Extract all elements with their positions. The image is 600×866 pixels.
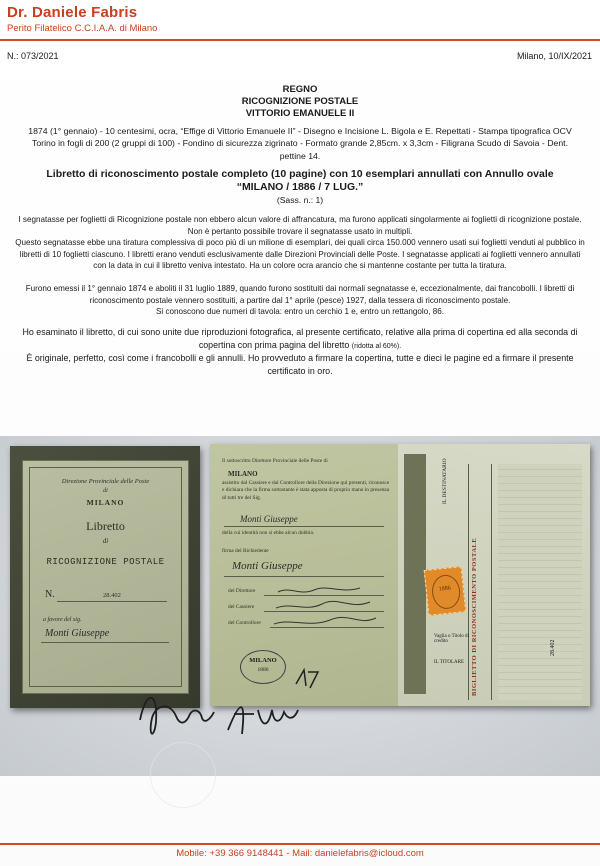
- inner-text-1: assistito dal Cassiere e dal Controllore della Direzione qui presenti, riconosce e dichiara che la firma sottostante è stata apposta di proprio mano in presenza di tutti tre del Sig.: [222, 480, 390, 501]
- footer-divider: [0, 843, 600, 845]
- history-paragraph-2: Questo segnatasse ebbe una tiratura complessiva di poco più di un milione di esemplari, dei quali circa 150.000 vennero usati sui foglietti venduti al pubblico in libretti di 10 foglietti ciascuno. I libretti erano venduti esclusivamente dalle Direzioni Provinciali delle Poste. I segnatasse applicati ai foglietti vennero annullati con la data in cui il libretto veniva intestato. Ha un colore ocra arancio che si mantenne costante per tutta la tiratura.: [15, 238, 585, 270]
- title-line-3: VITTORIO EMANUELE II: [245, 108, 355, 119]
- right-number: 28.402: [550, 639, 556, 656]
- subtitle-line-2: “MILANO / 1886 / 7 LUG.”: [236, 181, 364, 193]
- inner-handwritten-signatures: [270, 582, 380, 632]
- inner-intro: Il sottoscritto Direttore Provinciale delle Poste di: [222, 458, 328, 464]
- right-strip: [404, 454, 426, 694]
- signature-svg: [130, 680, 330, 760]
- title-line-2: RICOGNIZIONE POSTALE: [241, 96, 359, 107]
- right-destinatario: IL DESTINATARIO: [442, 458, 448, 504]
- postmark-year: 1886: [257, 667, 269, 673]
- inner-signature: Monti Giuseppe: [232, 560, 303, 572]
- right-tab-text: BIGLIETTO DI RICONOSCIMENTO POSTALE: [471, 537, 478, 696]
- history-paragraph-3: Furono emessi il 1° gennaio 1874 e aboliti il 31 luglio 1889, quando furono sostituiti dai normali segnatasse e, eccezionalmente, dai francobolli. I libretti di riconoscimento postale vennero sostituiti, a partire dal 1° aprile (pesce) 1927, dalla tessera di riconoscimento postale.: [25, 284, 575, 305]
- cover-name-line: [41, 642, 169, 643]
- inner-city: MILANO: [228, 470, 258, 478]
- postmark-city: MILANO: [249, 657, 277, 664]
- certificate-number: N.: 073/2021: [7, 51, 59, 61]
- stamp-year: 1886: [438, 585, 452, 593]
- inner-name: Monti Giuseppe: [240, 514, 298, 524]
- header-divider: [0, 39, 600, 41]
- cover-favor: a favore del sig.: [43, 617, 82, 623]
- cover-number-prefix: N.: [45, 589, 55, 600]
- inner-right-page: [398, 444, 590, 706]
- right-vaglia: Vaglia o Titolo di credito: [434, 634, 469, 644]
- cover-direction: Direzione Provinciale delle Poste: [61, 478, 150, 485]
- cover-owner-name: Monti Giuseppe: [45, 628, 110, 639]
- stamp-description: 1874 (1° gennaio) - 10 centesimi, ocra, “Effige di Vittorio Emanuele II” - Disegno e Incisione L. Bigola e E. Repettati - Stampa tipografica OCV Torino in fogli di 200 (2 gruppi di 100) - Fondino di sicurezza zigrinato - Formato grande 2,85cm. x 3,3cm - Filigrana Scudo di Savoia - Dent. pettine 14.: [28, 126, 572, 161]
- footer-contacts: Mobile: +39 366 9148441 - Mail: danielefabris@icloud.com: [176, 848, 424, 859]
- cover-libretto: Libretto: [86, 519, 125, 533]
- cover-number: 28.402: [103, 592, 121, 599]
- cover-city: MILANO: [86, 498, 125, 507]
- history-paragraph-1: I segnatasse per foglietti di Ricognizione postale non ebbero alcun valore di affrancatura, ma furono applicati singolarmente ai foglietti di ricognizione postale. Non è pertanto possibile trovare il segnatasse usato in multipli.: [18, 215, 582, 236]
- inner-left-page: [210, 444, 398, 706]
- inner-firma-label: firma del Richiedente: [222, 548, 269, 554]
- inner-cashier-label: del Cassiere: [228, 604, 255, 610]
- opinion-paragraph-1: [12, 326, 588, 353]
- cover-di-2: di: [102, 537, 109, 545]
- right-titolare: IL TITOLARE: [434, 660, 465, 665]
- expert-role: Perito Filatelico C.C.I.A.A. di Milano: [7, 23, 158, 34]
- expert-name: Dr. Daniele Fabris: [7, 4, 138, 21]
- cover-number-line: [57, 601, 167, 602]
- opinion-text: Ho esaminato il libretto, di cui sono unite due riproduzioni fotografica, al presente certificato, relative alla prima di copertina ed alla seconda di copertina con prima pagina del libretto: [22, 327, 578, 350]
- history-paragraph-4: Si conoscono due numeri di tavola: entro un cerchio 1 e, entro un rettangolo, 86.: [156, 307, 444, 316]
- orange-stamp: [424, 566, 467, 616]
- expert-signature: [130, 680, 330, 760]
- cover-di-1: di: [103, 488, 108, 494]
- certificate-place-date: Milano, 10/IX/2021: [516, 51, 592, 61]
- inner-name-line: [224, 526, 384, 527]
- cover-ricognizione: RICOGNIZIONE POSTALE: [46, 557, 165, 567]
- opinion-paragraph-2: È originale, perfetto, così come i francobolli e gli annulli. Ho provveduto a firmare la copertina, tutte e dieci le pagine ed a firmare il presente certificato in oro.: [26, 353, 574, 376]
- right-text-block: [498, 464, 582, 700]
- sassone-number: (Sass. n.: 1): [276, 195, 324, 205]
- inner-signature-line: [224, 576, 384, 577]
- booklet-cover-photo: [10, 446, 200, 708]
- inner-postmark: [240, 650, 286, 684]
- inner-text-2: della cui identità non si ebbe alcun dubbio.: [222, 530, 315, 536]
- signature-seal: [150, 742, 216, 808]
- inner-director-label: del Direttore: [228, 588, 256, 594]
- cover-label: [22, 460, 189, 694]
- opinion-reduction-note: (ridotta al 60%).: [351, 343, 402, 350]
- subtitle-line-1: Libretto di riconoscimento postale completo (10 pagine) con 10 esemplari annullati con Annullo ovale: [46, 168, 554, 180]
- booklet-inner-photo: [210, 444, 590, 706]
- right-tab: [468, 464, 492, 700]
- title-line-1: REGNO: [282, 84, 318, 95]
- inner-controller-label: del Controllore: [228, 620, 261, 626]
